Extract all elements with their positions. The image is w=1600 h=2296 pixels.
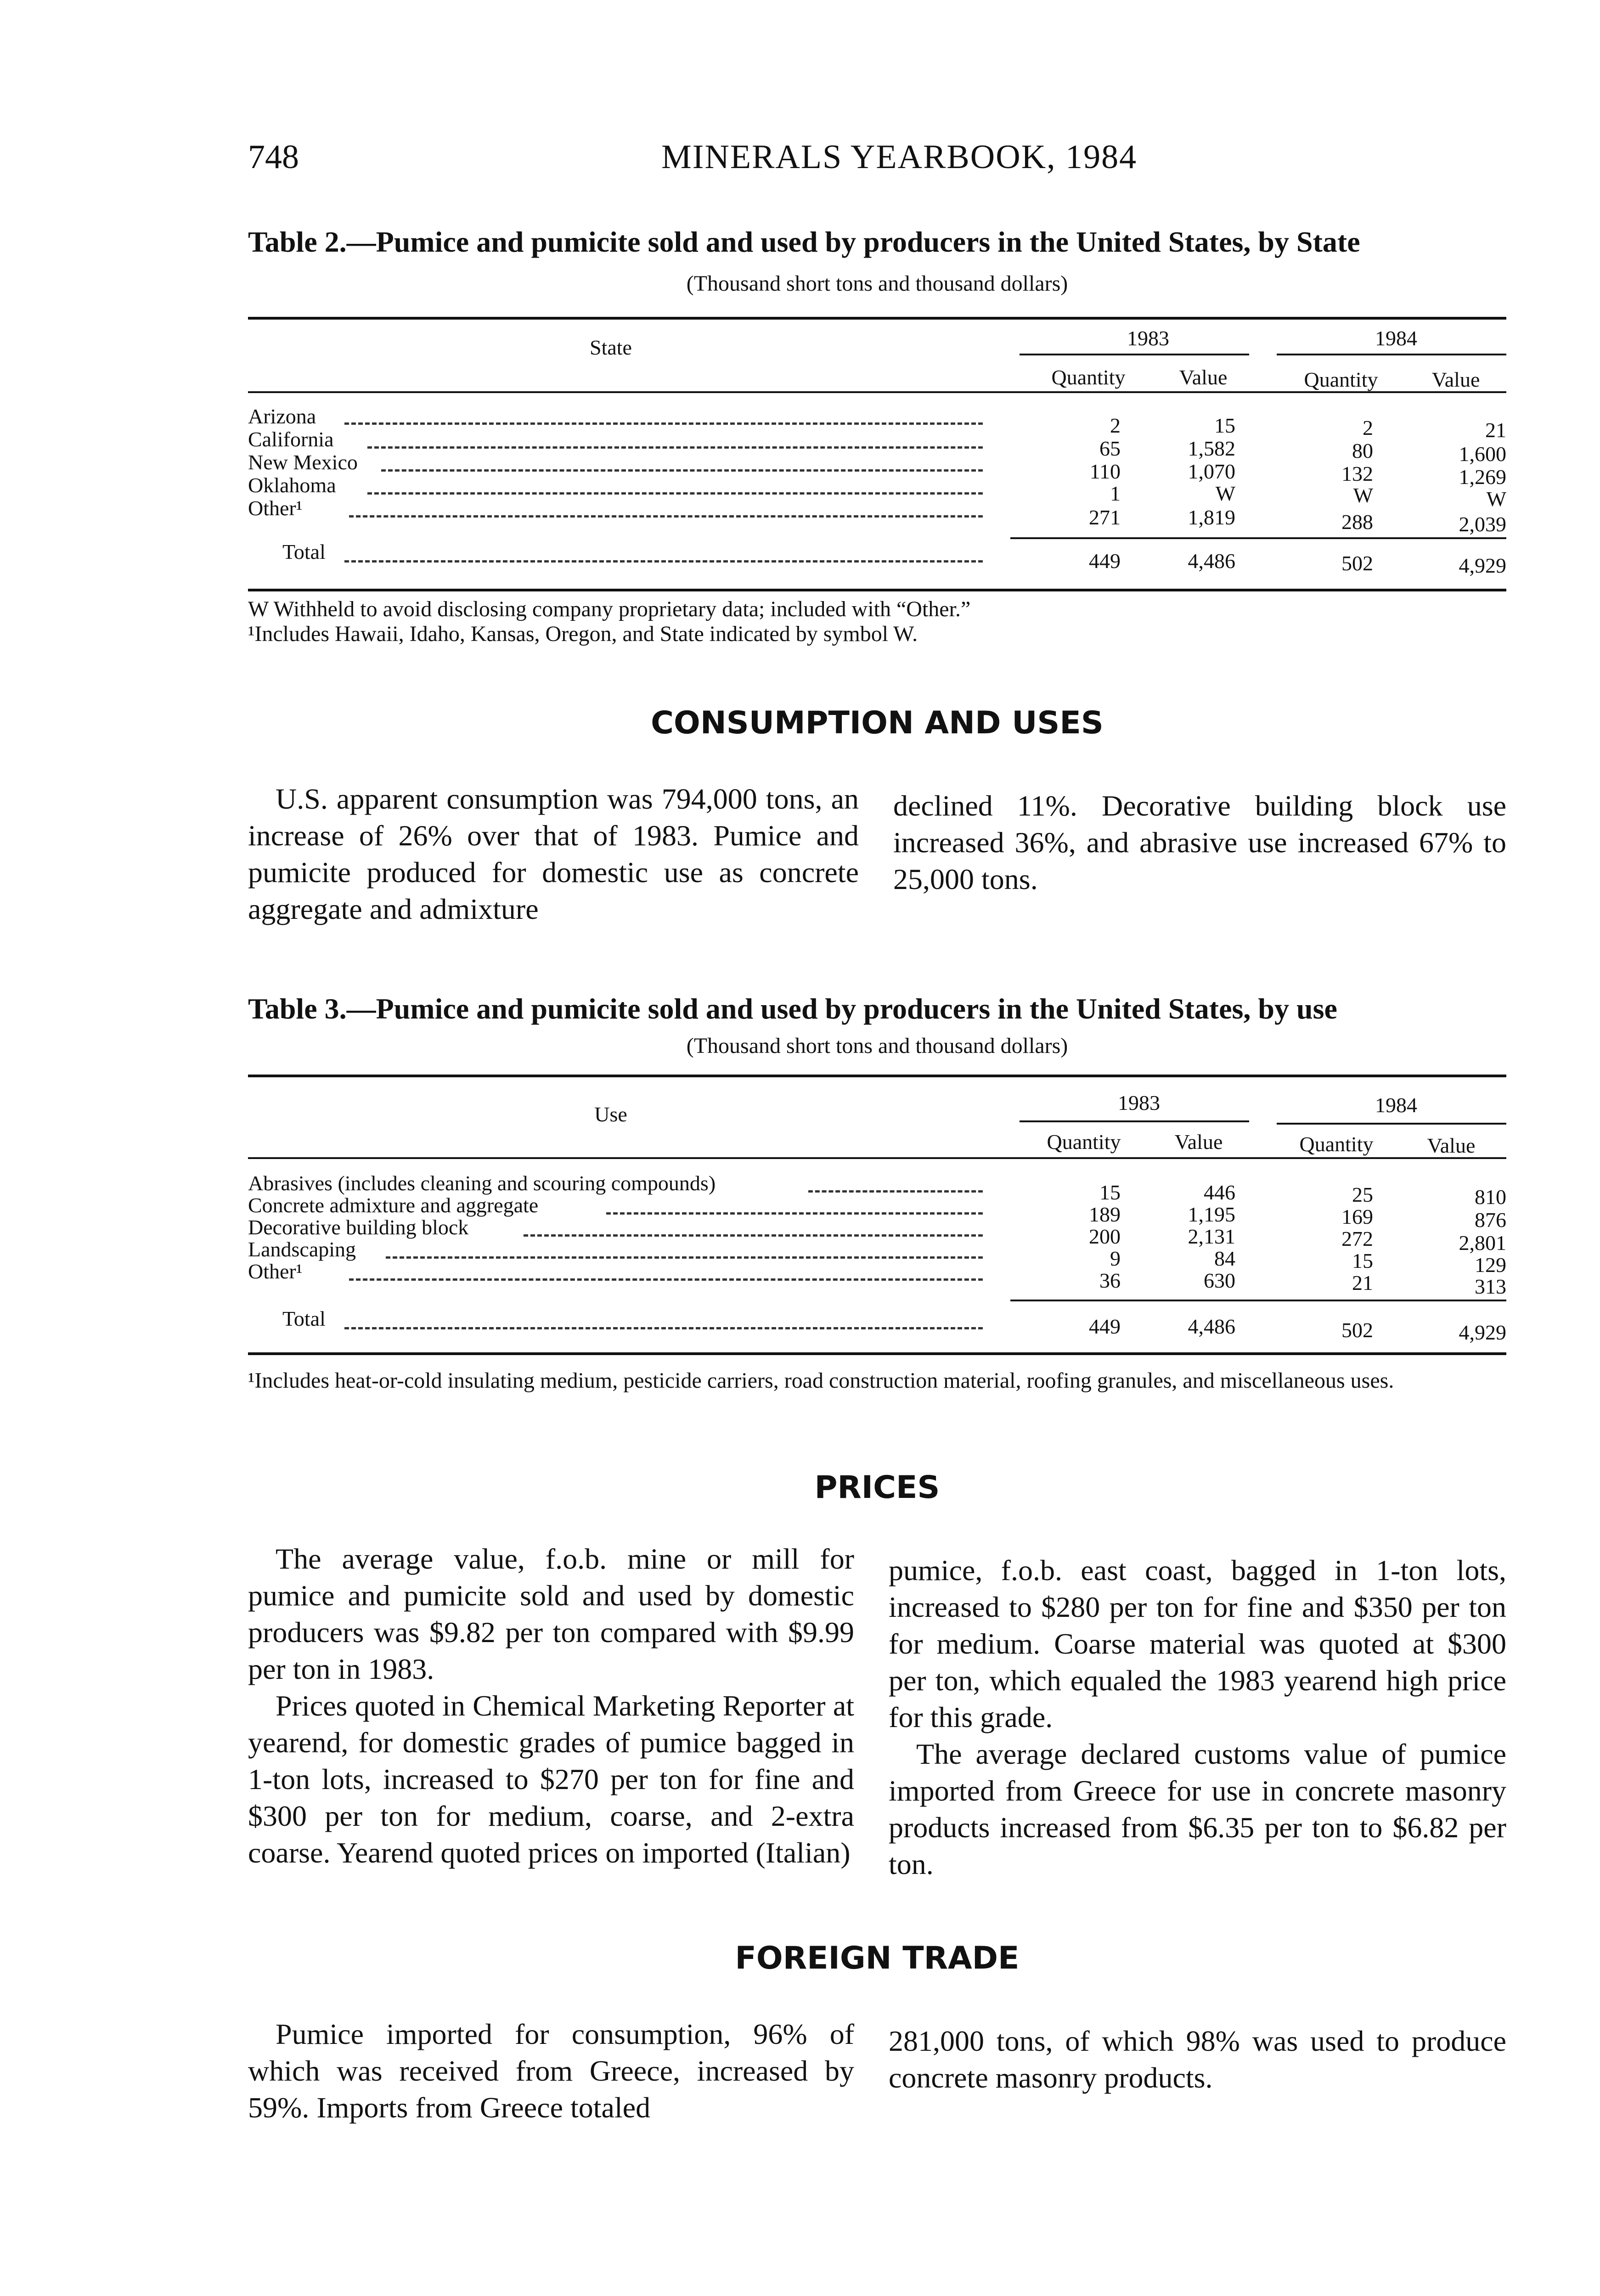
cell-v1984: 4,929 <box>1459 1321 1506 1344</box>
table2 <box>248 317 1506 592</box>
cell-v1983: 446 <box>1204 1181 1235 1204</box>
row-label: Decorative building block <box>248 1216 469 1239</box>
cell-q1984: 288 <box>1341 510 1373 534</box>
total-label: Total <box>282 540 326 563</box>
cell-q1983: 65 <box>1099 437 1121 460</box>
total-label: Total <box>282 1307 326 1330</box>
table2-col-quantity-1984: Quantity <box>1304 368 1378 391</box>
dot-leader <box>606 1212 983 1215</box>
dot-leader <box>349 515 983 518</box>
row-label: Landscaping <box>248 1238 356 1261</box>
row-label: New Mexico <box>248 450 358 474</box>
cell-q1984: 2 <box>1363 416 1373 439</box>
cell-v1984: 313 <box>1475 1275 1506 1298</box>
cell-q1984: 272 <box>1341 1227 1373 1250</box>
table3-year-1983: 1983 <box>1118 1091 1160 1114</box>
foreign-trade-right-column <box>889 2023 1506 2096</box>
prices-right-p2: The average declared customs value of pumice imported from Greece for use in concrete masonry products increased from $6.35 per ton to $6.82 per ton. <box>889 1738 1506 1880</box>
cell-q1983: 189 <box>1089 1203 1121 1226</box>
prices-left-p1: The average value, f.o.b. mine or mill for pumice and pumicite sold and used by domestic producers was $9.82 per ton compared with $9.99 per ton in 1983. <box>248 1542 854 1685</box>
table2-footnotes <box>248 597 1515 647</box>
cell-q1984: 502 <box>1341 551 1373 575</box>
foreign-trade-left-text: Pumice imported for consumption, 96% of which was received from Greece, increased by 59%. Imports from Greece totaled <box>248 2018 854 2124</box>
table3-rule-1984 <box>1277 1123 1506 1125</box>
cell-v1983: 84 <box>1214 1247 1235 1270</box>
table3 <box>248 1075 1506 1359</box>
consumption-heading: CONSUMPTION AND USES <box>651 705 1104 741</box>
table2-rule-1983 <box>1020 354 1249 355</box>
cell-v1984: 129 <box>1475 1253 1506 1277</box>
dot-leader <box>344 422 983 425</box>
cell-v1983: 4,486 <box>1188 549 1235 573</box>
consumption-right-text: declined 11%. Decorative building block use increased 36%, and abrasive use increased 67% to 25,000 tons. <box>893 789 1506 895</box>
cell-v1984: 2,039 <box>1459 512 1506 536</box>
dot-leader <box>381 469 983 472</box>
table2-col-quantity-1983: Quantity <box>1051 366 1126 389</box>
table2-rule-1984 <box>1277 354 1506 355</box>
row-label: California <box>248 428 334 451</box>
foreign-trade-left-column <box>248 2016 854 2126</box>
table2-footnote-1: ¹Includes Hawaii, Idaho, Kansas, Oregon, and State indicated by symbol W. <box>248 622 918 646</box>
dot-leader <box>344 1327 983 1329</box>
cell-q1983: 110 <box>1089 460 1121 483</box>
table3-col-quantity-1983: Quantity <box>1047 1130 1121 1154</box>
cell-q1984: 15 <box>1352 1249 1373 1272</box>
dot-leader <box>524 1234 983 1237</box>
cell-v1984: 876 <box>1475 1208 1506 1232</box>
table3-year-1984: 1984 <box>1375 1093 1417 1117</box>
row-label: Concrete admixture and aggregate <box>248 1193 539 1217</box>
cell-q1984: 21 <box>1352 1271 1373 1294</box>
cell-v1983: 1,819 <box>1188 506 1235 529</box>
cell-v1984: 810 <box>1475 1185 1506 1209</box>
cell-v1984: 21 <box>1485 418 1506 442</box>
table3-subtitle: (Thousand short tons and thousand dollars) <box>686 1034 1068 1058</box>
table2-year-1983: 1983 <box>1127 326 1169 350</box>
table3-title: Table 3.—Pumice and pumicite sold and used by producers in the United States, by use <box>248 992 1337 1025</box>
foreign-trade-heading: FOREIGN TRADE <box>735 1940 1020 1976</box>
cell-q1984: 80 <box>1352 439 1373 462</box>
cell-v1984: 1,600 <box>1459 442 1506 466</box>
table3-footnote: ¹Includes heat-or-cold insulating medium, pesticide carriers, road construction material, roofing granules, and miscellaneous uses. <box>248 1368 1394 1393</box>
cell-v1983: 15 <box>1214 414 1235 437</box>
cell-q1983: 449 <box>1089 1315 1121 1338</box>
consumption-right-column <box>893 788 1506 898</box>
dot-leader <box>808 1190 983 1193</box>
row-label: Oklahoma <box>248 473 336 497</box>
cell-v1983: 1,582 <box>1188 437 1235 460</box>
prices-left-p2: Prices quoted in Chemical Marketing Reporter at yearend, for domestic grades of pumice bagged in 1-ton lots, increased to $270 per ton for fine and $300 per ton for medium, coarse, and 2-extra coarse. Yearend quoted prices on imported (Italian) <box>248 1689 854 1869</box>
dot-leader <box>367 446 983 449</box>
prices-heading: PRICES <box>814 1469 940 1506</box>
dot-leader <box>344 560 983 563</box>
cell-q1984: 25 <box>1352 1183 1373 1206</box>
cell-v1984: 1,269 <box>1459 465 1506 489</box>
table2-bottom-rule <box>248 589 1506 591</box>
cell-q1983: 36 <box>1099 1269 1121 1292</box>
table3-bottom-rule <box>248 1352 1506 1355</box>
cell-q1983: 449 <box>1089 549 1121 573</box>
table2-title: Table 2.—Pumice and pumicite sold and used by producers in the United States, by State <box>248 225 1360 258</box>
dot-leader <box>367 492 983 495</box>
cell-q1983: 1 <box>1110 482 1121 505</box>
cell-v1984: W <box>1486 487 1506 511</box>
row-label: Other¹ <box>248 1260 303 1283</box>
table2-footnote-w: W Withheld to avoid disclosing company proprietary data; included with “Other.” <box>248 597 971 621</box>
row-label: Other¹ <box>248 496 303 520</box>
table2-stub-header: State <box>590 336 632 359</box>
cell-q1983: 15 <box>1099 1181 1121 1204</box>
cell-q1983: 271 <box>1089 506 1121 529</box>
table3-header-rule <box>248 1157 1506 1159</box>
table2-subtitle: (Thousand short tons and thousand dollars) <box>686 271 1068 296</box>
table3-col-value-1984: Value <box>1427 1134 1476 1157</box>
table2-col-value-1984: Value <box>1431 368 1480 391</box>
table2-year-1984: 1984 <box>1375 326 1417 350</box>
cell-q1983: 2 <box>1110 414 1121 437</box>
cell-q1984: 132 <box>1341 462 1373 485</box>
prices-right-p1: pumice, f.o.b. east coast, bagged in 1-ton lots, increased to $280 per ton for fine and $350 per ton for medium. Coarse material was quoted at $300 per ton, which equaled the 1983 yearend high price for this grade. <box>889 1554 1506 1733</box>
table3-stub-header: Use <box>594 1103 627 1126</box>
dot-leader <box>386 1256 983 1259</box>
consumption-left-column <box>248 781 859 928</box>
row-label: Abrasives (includes cleaning and scouring compounds) <box>248 1171 716 1195</box>
table3-col-quantity-1984: Quantity <box>1299 1132 1374 1156</box>
cell-v1983: 1,195 <box>1188 1203 1235 1226</box>
cell-v1983: 2,131 <box>1188 1225 1235 1248</box>
table3-col-value-1983: Value <box>1174 1130 1223 1154</box>
cell-q1984: W <box>1353 484 1373 507</box>
prices-left-column <box>248 1541 854 1871</box>
cell-v1984: 2,801 <box>1459 1231 1506 1255</box>
row-label: Arizona <box>248 405 316 428</box>
table2-header-rule <box>248 391 1506 393</box>
cell-v1983: 1,070 <box>1188 460 1235 483</box>
consumption-left-text: U.S. apparent consumption was 794,000 tons, an increase of 26% over that of 1983. Pumice and pumicite produced for domestic use as concrete aggregate and admixture <box>248 782 859 925</box>
table2-col-value-1983: Value <box>1179 366 1228 389</box>
table3-total-rule <box>1010 1300 1506 1301</box>
table3-rule-1983 <box>1020 1120 1249 1122</box>
prices-right-column <box>889 1552 1506 1883</box>
cell-q1983: 9 <box>1110 1247 1121 1270</box>
cell-v1983: W <box>1215 482 1235 505</box>
running-head <box>248 138 1506 179</box>
cell-v1983: 630 <box>1204 1269 1235 1292</box>
cell-q1984: 502 <box>1341 1318 1373 1342</box>
cell-q1984: 169 <box>1341 1205 1373 1228</box>
dot-leader <box>349 1278 983 1281</box>
table2-total-rule <box>1010 537 1506 539</box>
page-header-title: MINERALS YEARBOOK, 1984 <box>661 138 1138 176</box>
cell-v1984: 4,929 <box>1459 554 1506 577</box>
foreign-trade-right-text: 281,000 tons, of which 98% was used to produce concrete masonry products. <box>889 2025 1506 2094</box>
cell-q1983: 200 <box>1089 1225 1121 1248</box>
page-number: 748 <box>248 138 299 176</box>
cell-v1983: 4,486 <box>1188 1315 1235 1338</box>
